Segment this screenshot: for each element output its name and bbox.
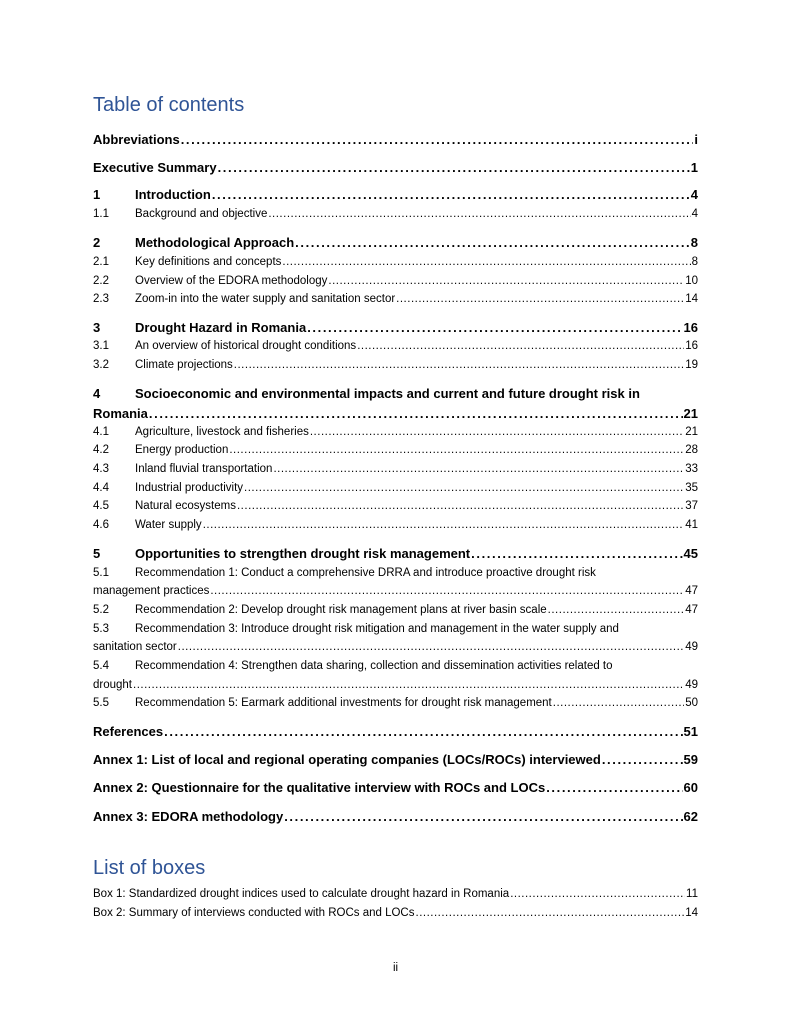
toc-entry-title: drought xyxy=(93,679,133,691)
toc-entry-title: Executive Summary xyxy=(93,160,217,175)
toc-entry-page: 16 xyxy=(683,320,698,335)
toc-entry-number: 4.1 xyxy=(93,426,109,438)
toc-entry-page: 21 xyxy=(683,406,698,421)
dot-leader xyxy=(149,406,683,421)
toc-entry-number: 3.2 xyxy=(93,359,109,371)
toc-entry-annex-3[interactable] xyxy=(93,809,698,824)
toc-entry-number: 1.1 xyxy=(93,208,109,220)
toc-entry-title: sanitation sector xyxy=(93,641,177,653)
toc-entry-section-5-4[interactable] xyxy=(93,660,698,672)
toc-entry-page: 45 xyxy=(683,546,698,561)
toc-entry-number: 4 xyxy=(93,386,101,401)
dot-leader xyxy=(133,679,684,691)
dot-leader xyxy=(602,752,683,767)
dot-leader xyxy=(234,359,684,371)
toc-entry-page: 4 xyxy=(690,187,698,202)
box-entry-title: Box 2: Summary of interviews conducted with ROCs and LOCs xyxy=(93,907,415,919)
toc-entry-section-5[interactable] xyxy=(93,546,698,561)
toc-entry-section-5-1[interactable] xyxy=(93,567,698,579)
toc-entry-page: 10 xyxy=(685,275,698,287)
toc-entry-page: 41 xyxy=(685,519,698,531)
toc-entry-page: 50 xyxy=(685,697,698,709)
dot-leader xyxy=(307,320,682,335)
toc-entry-page: 8 xyxy=(691,256,698,268)
toc-entry-number: 2.3 xyxy=(93,293,109,305)
toc-entry-section-3-1[interactable] xyxy=(93,340,698,352)
toc-entry-number: 5.5 xyxy=(93,697,109,709)
toc-entry-title: Recommendation 5: Earmark additional investments for drought risk management xyxy=(135,697,552,709)
toc-entry-title: Recommendation 4: Strengthen data sharing, collection and dissemination activities related to xyxy=(135,660,613,672)
toc-entry-page: 47 xyxy=(685,604,698,616)
toc-entry-title: Abbreviations xyxy=(93,132,180,147)
dot-leader xyxy=(416,907,685,919)
toc-entry-number: 1 xyxy=(93,187,101,202)
toc-entry-page: 28 xyxy=(685,444,698,456)
toc-entry-number: 2.2 xyxy=(93,275,109,287)
dot-leader xyxy=(210,585,684,597)
dot-leader xyxy=(548,604,685,616)
toc-entry-section-2-3[interactable] xyxy=(93,293,698,305)
toc-entry-section-4-6[interactable] xyxy=(93,519,698,531)
toc-entry-annex-1[interactable] xyxy=(93,752,698,767)
dot-leader xyxy=(284,809,682,824)
toc-entry-number: 3.1 xyxy=(93,340,109,352)
toc-entry-page: 59 xyxy=(683,752,698,767)
toc-entry-title: Key definitions and concepts xyxy=(135,256,282,268)
toc-entry-title: Opportunities to strengthen drought risk management xyxy=(135,546,471,561)
toc-entry-page: 37 xyxy=(685,500,698,512)
toc-entry-number: 2.1 xyxy=(93,256,109,268)
toc-entry-title: Annex 2: Questionnaire for the qualitative interview with ROCs and LOCs xyxy=(93,780,546,795)
toc-entry-section-1[interactable] xyxy=(93,187,698,202)
dot-leader xyxy=(273,463,684,475)
toc-entry-section-2-1[interactable] xyxy=(93,256,698,268)
toc-entry-section-4-continued[interactable] xyxy=(93,406,698,421)
toc-entry-title: Recommendation 1: Conduct a comprehensive DRRA and introduce proactive drought risk xyxy=(135,567,596,579)
toc-entry-page: 1 xyxy=(690,160,698,175)
toc-entry-title: References xyxy=(93,724,164,739)
box-entry-page: 11 xyxy=(686,888,698,900)
dot-leader xyxy=(328,275,684,287)
dot-leader xyxy=(357,340,684,352)
toc-entry-title: Energy production xyxy=(135,444,229,456)
toc-entry-page: 16 xyxy=(685,340,698,352)
toc-entry-title: Introduction xyxy=(135,187,211,202)
dot-leader xyxy=(164,724,682,739)
toc-entry-title: Romania xyxy=(93,406,148,421)
toc-entry-references[interactable] xyxy=(93,724,698,739)
boxes-heading: List of boxes xyxy=(93,857,206,879)
box-entry[interactable] xyxy=(93,888,698,900)
dot-leader xyxy=(268,208,690,220)
toc-entry-page: 8 xyxy=(690,235,698,250)
toc-entry-section-5-5[interactable] xyxy=(93,697,698,709)
toc-entry-number: 5.3 xyxy=(93,623,109,635)
box-entry-page: 14 xyxy=(685,907,698,919)
toc-entry-title: Socioeconomic and environmental impacts and current and future drought risk in xyxy=(135,386,640,401)
toc-entry-title: Methodological Approach xyxy=(135,235,295,250)
dot-leader xyxy=(218,160,690,175)
toc-entry-section-4-1[interactable] xyxy=(93,426,698,438)
box-entry[interactable] xyxy=(93,907,698,919)
toc-entry-section-3-2[interactable] xyxy=(93,359,698,371)
dot-leader xyxy=(295,235,690,250)
toc-entry-executive-summary[interactable] xyxy=(93,160,698,175)
page-number: ii xyxy=(392,962,399,974)
toc-entry-number: 4.5 xyxy=(93,500,109,512)
toc-entry-number: 4.6 xyxy=(93,519,109,531)
toc-entry-section-4-4[interactable] xyxy=(93,482,698,494)
toc-entry-title: Agriculture, livestock and fisheries xyxy=(135,426,309,438)
toc-entry-page: 14 xyxy=(685,293,698,305)
toc-entry-page: 21 xyxy=(685,426,698,438)
toc-entry-page: 4 xyxy=(691,208,698,220)
dot-leader xyxy=(510,888,685,900)
toc-entry-section-4[interactable] xyxy=(93,386,698,401)
toc-entry-title: Annex 3: EDORA methodology xyxy=(93,809,284,824)
toc-entry-title: Recommendation 3: Introduce drought risk mitigation and management in the water supply and xyxy=(135,623,619,635)
toc-entry-number: 5.4 xyxy=(93,660,109,672)
toc-entry-number: 4.4 xyxy=(93,482,109,494)
toc-entry-section-3[interactable] xyxy=(93,320,698,335)
toc-entry-section-5-3-continued[interactable] xyxy=(93,641,698,653)
toc-entry-page: 49 xyxy=(685,641,698,653)
toc-entry-page: 19 xyxy=(685,359,698,371)
toc-entry-section-5-3[interactable] xyxy=(93,623,698,635)
toc-entry-title: management practices xyxy=(93,585,210,597)
toc-entry-title: Overview of the EDORA methodology xyxy=(135,275,328,287)
toc-entry-page: 51 xyxy=(683,724,698,739)
toc-entry-title: Annex 1: List of local and regional operating companies (LOCs/ROCs) interviewed xyxy=(93,752,601,767)
toc-entry-title: Inland fluvial transportation xyxy=(135,463,273,475)
document-page xyxy=(93,0,698,1024)
toc-entry-section-1-1[interactable] xyxy=(93,208,698,220)
toc-entry-title: An overview of historical drought conditions xyxy=(135,340,357,352)
dot-leader xyxy=(396,293,684,305)
dot-leader xyxy=(310,426,684,438)
toc-entry-annex-2[interactable] xyxy=(93,780,698,795)
dot-leader xyxy=(244,482,684,494)
toc-entry-number: 3 xyxy=(93,320,101,335)
toc-entry-section-2-2[interactable] xyxy=(93,275,698,287)
toc-entry-page: 60 xyxy=(683,780,698,795)
toc-entry-page: 33 xyxy=(685,463,698,475)
toc-entry-title: Background and objective xyxy=(135,208,268,220)
dot-leader xyxy=(212,187,690,202)
dot-leader xyxy=(181,132,694,147)
toc-entry-section-2[interactable] xyxy=(93,235,698,250)
toc-entry-number: 5.2 xyxy=(93,604,109,616)
toc-entry-title: Climate projections xyxy=(135,359,233,371)
box-entry-title: Box 1: Standardized drought indices used to calculate drought hazard in Romania xyxy=(93,888,510,900)
toc-entry-number: 4.3 xyxy=(93,463,109,475)
toc-entry-page: 49 xyxy=(685,679,698,691)
dot-leader xyxy=(471,546,682,561)
toc-entry-abbreviations[interactable] xyxy=(93,132,698,147)
toc-entry-number: 5 xyxy=(93,546,101,561)
toc-entry-section-5-1-continued[interactable] xyxy=(93,585,698,597)
dot-leader xyxy=(282,256,690,268)
toc-entry-page: 47 xyxy=(685,585,698,597)
toc-entry-number: 2 xyxy=(93,235,101,250)
toc-entry-section-5-4-continued[interactable] xyxy=(93,679,698,691)
toc-heading: Table of contents xyxy=(93,94,245,116)
toc-entry-section-4-2[interactable] xyxy=(93,444,698,456)
toc-entry-section-4-3[interactable] xyxy=(93,463,698,475)
toc-entry-section-5-2[interactable] xyxy=(93,604,698,616)
toc-entry-title: Industrial productivity xyxy=(135,482,244,494)
dot-leader xyxy=(553,697,684,709)
toc-entry-page: 62 xyxy=(683,809,698,824)
toc-entry-page: i xyxy=(694,132,698,147)
toc-entry-number: 4.2 xyxy=(93,444,109,456)
dot-leader xyxy=(237,500,684,512)
dot-leader xyxy=(178,641,684,653)
toc-entry-page: 35 xyxy=(685,482,698,494)
toc-entry-title: Zoom-in into the water supply and sanitation sector xyxy=(135,293,396,305)
dot-leader xyxy=(546,780,682,795)
dot-leader xyxy=(229,444,684,456)
toc-entry-title: Recommendation 2: Develop drought risk management plans at river basin scale xyxy=(135,604,547,616)
toc-entry-title: Natural ecosystems xyxy=(135,500,236,512)
toc-entry-section-4-5[interactable] xyxy=(93,500,698,512)
toc-entry-number: 5.1 xyxy=(93,567,109,579)
toc-entry-title: Water supply xyxy=(135,519,202,531)
toc-entry-title: Drought Hazard in Romania xyxy=(135,320,307,335)
dot-leader xyxy=(203,519,685,531)
